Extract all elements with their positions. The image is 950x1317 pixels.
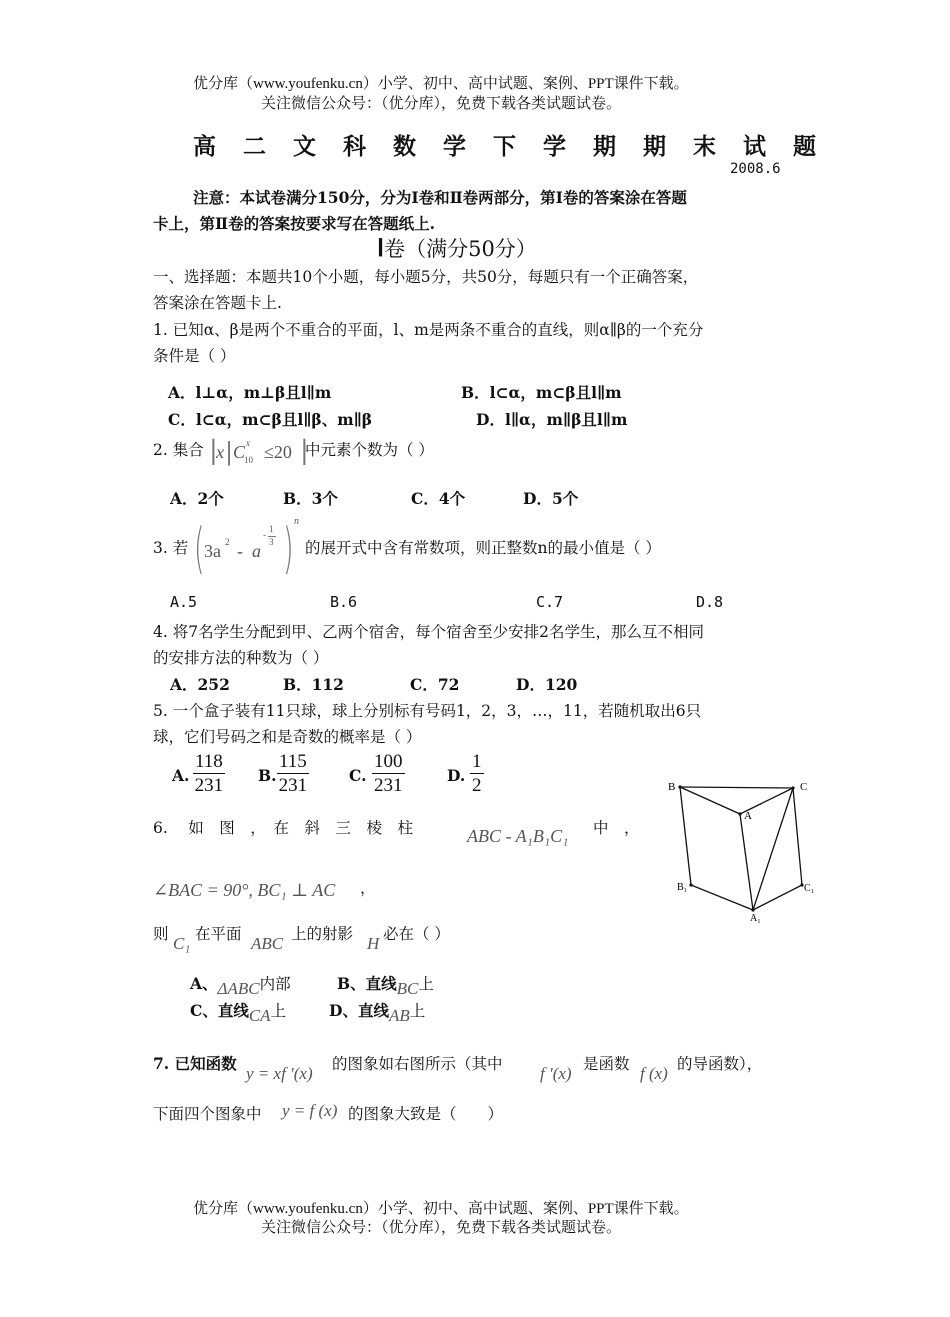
q6-plane-abc: ABC — [251, 934, 284, 953]
q3-exp-den: 3 — [269, 537, 274, 547]
header-line-2: 关注微信公众号：（优分库），免费下载各类试题试卷。 — [261, 96, 622, 112]
q4-option-d: D．120 — [516, 675, 578, 694]
q5-fraction-b: $\frac{115}{231}$ — [278, 751, 308, 796]
q1-stem-2: 条件是（ ） — [153, 347, 236, 365]
header-line-1: 优分库（www.youfenku.cn）小学、初中、高中试题、案例、PPT课件下载。 — [193, 76, 689, 92]
q6-line3-a: 则 — [153, 925, 169, 943]
q5-label-c: C. — [349, 766, 367, 785]
q2-option-c: C．4个 — [411, 489, 466, 508]
q3-neg: - — [263, 531, 267, 541]
edge-cc1 — [793, 788, 802, 885]
q5-label-a: A. — [172, 766, 190, 785]
part-roman: Ⅰ — [377, 236, 385, 262]
q1-option-c: C．l⊂α，m⊂β且l∥β、m∥β — [168, 410, 373, 429]
q4-stem-2: 的安排方法的种数为（ ） — [153, 649, 329, 667]
q1-option-b: B．l⊂α，m⊂β且l∥m — [461, 383, 622, 402]
q2-option-d: D．5个 — [523, 489, 579, 508]
q2-suffix: 中元素个数为（ ） — [305, 441, 434, 459]
q2-set-c: C — [233, 442, 246, 462]
q3-binomial-expression: ( 3a 2 - a - 1 3 ) n — [194, 516, 299, 580]
q4-option-a: A．252 — [170, 675, 230, 694]
q2-option-a: A．2个 — [170, 489, 224, 508]
q7-expr-fprime: f ′(x) — [540, 1064, 572, 1083]
q7-line1-c: 是函数 — [583, 1055, 630, 1073]
edge-bb1 — [680, 787, 691, 885]
q6-prism-label: ABC - A₁B₁C₁ — [467, 826, 569, 846]
q5-stem-2: 球，它们号码之和是奇数的概率是（ ） — [153, 728, 422, 746]
q3-power-n: n — [294, 516, 299, 527]
q6-option-a: A、ΔABC内部 — [190, 974, 291, 998]
q7-line2-b: 的图象大致是（ ） — [348, 1105, 504, 1123]
q3-term-a-exp: 2 — [225, 537, 230, 547]
exam-date: 2008.6 — [730, 161, 781, 177]
q6-option-c: C、直线CA上 — [190, 1001, 287, 1025]
q7-line1-a: 7. 已知函数 — [153, 1054, 237, 1073]
q6-line3-d: 必在（ ） — [383, 925, 450, 943]
edge-b1a1 — [691, 885, 753, 910]
q2-set-expression: | x | C x 10 ≤20 | — [209, 436, 309, 466]
q3-option-b: B.6 — [330, 593, 358, 611]
notice-line-1: 注意：本试卷满分150分，分为Ⅰ卷和Ⅱ卷两部分，第Ⅰ卷的答案涂在答题 — [193, 188, 687, 207]
q5-fraction-d: $\frac{1}{2}$ — [472, 751, 482, 796]
footer-line-1: 优分库（www.youfenku.cn）小学、初中、高中试题、案例、PPT课件下载。 — [193, 1201, 689, 1217]
q5-label-d: D. — [447, 766, 466, 785]
q7-expr-f: f (x) — [640, 1064, 668, 1083]
label-b1: B₁ — [677, 882, 688, 893]
q4-stem-1: 4. 将7名学生分配到甲、乙两个宿舍，每个宿舍至少安排2名学生，那么互不相同 — [153, 623, 704, 641]
q3-option-c: C.7 — [536, 593, 564, 611]
q3-prefix: 3. 若 — [153, 539, 189, 557]
edge-aa1 — [740, 814, 753, 910]
q2-set-sup: x — [246, 438, 250, 448]
q6-stem-1-end: 中 ， — [593, 819, 640, 837]
q7-line1-d: 的导函数）， — [677, 1055, 763, 1073]
q6-condition: ∠BAC = 90°, BC₁ ⊥ AC — [153, 880, 336, 900]
edge-ca1 — [753, 788, 793, 910]
exam-title: 高二文科数学下学期期末试题 — [193, 133, 843, 160]
q2-set-sub: 10 — [244, 455, 253, 465]
edge-bc — [680, 787, 793, 788]
label-a: A — [744, 810, 752, 822]
q3-minus: - — [237, 541, 243, 561]
q1-option-a: A．l⊥α，m⊥β且l∥m — [168, 383, 332, 402]
q5-fraction-c: $\frac{100}{231}$ — [374, 751, 403, 796]
q4-option-c: C．72 — [410, 675, 460, 694]
section-intro-1: 一、选择题：本题共10个小题，每小题5分，共50分，每题只有一个正确答案， — [153, 268, 699, 286]
q2-set-var: x — [216, 442, 224, 462]
q3-term-a: 3a — [204, 541, 221, 561]
q1-option-d: D．l∥α，m∥β且l∥m — [476, 410, 628, 429]
q3-option-d: D.8 — [696, 593, 724, 611]
part-heading-text: 卷（满分50分） — [384, 237, 537, 261]
prism-figure — [660, 775, 830, 925]
q7-line1-b: 的图象如右图所示（其中 — [332, 1055, 503, 1073]
q2-option-b: B．3个 — [283, 489, 338, 508]
q7-expr-yf: y = f (x) — [282, 1101, 338, 1120]
footer-line-2: 关注微信公众号：（优分库），免费下载各类试题试卷。 — [261, 1220, 622, 1236]
q4-option-b: B．112 — [283, 675, 344, 694]
q6-line3-c: 上的射影 — [291, 925, 354, 943]
q5-fraction-a: $\frac{118}{231}$ — [194, 751, 224, 796]
q7-expr-yxf: y = xf ′(x) — [246, 1064, 313, 1083]
q3-option-a: A.5 — [170, 593, 198, 611]
q6-line3-b: 在平面 — [195, 925, 242, 943]
q3-suffix: 的展开式中含有常数项，则正整数n的最小值是（ ） — [305, 539, 661, 557]
label-c1: C₁ — [804, 883, 815, 894]
q6-stem-1: 6. 如 图 ， 在 斜 三 棱 柱 — [153, 819, 413, 837]
section-intro-2: 答案涂在答题卡上. — [153, 294, 282, 312]
part-heading — [377, 233, 537, 263]
q6-condition-end: ， — [360, 879, 376, 897]
q5-label-b: B. — [258, 766, 277, 785]
q6-point-c1: C₁ — [173, 934, 191, 953]
q3-term-b: a — [252, 541, 261, 561]
edge-ba — [680, 787, 740, 814]
q6-option-b: B、直线BC上 — [337, 974, 434, 998]
q7-line2-a: 下面四个图象中 — [153, 1105, 262, 1123]
q2-prefix: 2. 集合 — [153, 441, 204, 459]
q2-set-rel: ≤20 — [264, 442, 292, 462]
label-c: C — [800, 781, 808, 793]
q5-stem-1: 5. 一个盒子装有11只球，球上分别标有号码1，2，3，…，11，若随机取出6只 — [153, 702, 702, 720]
q6-point-h: H — [367, 934, 380, 953]
notice-line-2: 卡上，第Ⅱ卷的答案按要求写在答题纸上. — [153, 214, 435, 233]
q6-option-d: D、直线AB上 — [329, 1001, 426, 1025]
label-b: B — [668, 781, 676, 793]
label-a1: A₁ — [750, 913, 761, 924]
q3-exp-num: 1 — [269, 524, 274, 534]
q1-stem-1: 1. 已知α、β是两个不重合的平面，l、m是两条不重合的直线，则α∥β的一个充分 — [153, 321, 704, 339]
